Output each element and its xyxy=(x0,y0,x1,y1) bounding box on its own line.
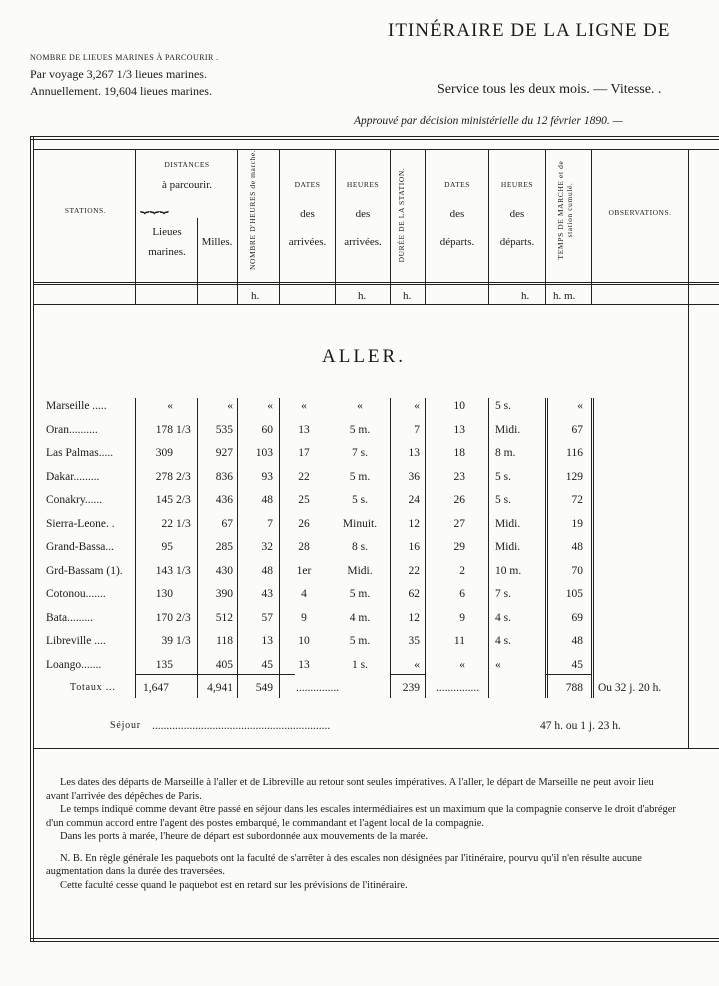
cell-date-departure: 13 xyxy=(453,423,465,436)
unit-hours: h. xyxy=(358,290,367,302)
cell-lieues-fraction: 2/3 xyxy=(176,494,191,506)
cell-date-departure: 9 xyxy=(459,611,465,624)
totals-duration: 239 xyxy=(402,682,420,694)
cell-hour-departure: 7 s. xyxy=(495,588,511,600)
notes-block xyxy=(46,776,676,892)
unit-hours-minutes: h. m. xyxy=(553,290,576,302)
cell-date-arrival: 9 xyxy=(301,611,307,624)
cell-date-arrival: 10 xyxy=(298,635,310,647)
header-dates-dep: DATES xyxy=(444,180,470,189)
table-row xyxy=(0,612,719,634)
col-line xyxy=(197,218,198,304)
cell-hours-march: 7 xyxy=(267,517,273,530)
cell-milles: 118 xyxy=(216,635,233,647)
cell-hours-march: 60 xyxy=(261,423,273,436)
cell-hours-march: 32 xyxy=(261,541,273,553)
cell-hour-arrival: 5 m. xyxy=(349,470,371,483)
cell-milles: 927 xyxy=(215,447,233,459)
cell-lieues: 95 xyxy=(161,541,173,553)
cell-milles: 405 xyxy=(215,658,233,671)
totals-row xyxy=(0,682,719,704)
header-distances: DISTANCES xyxy=(164,160,210,169)
cell-lieues-fraction: 2/3 xyxy=(176,470,191,483)
table-row xyxy=(0,494,719,516)
cell-cumulative: 105 xyxy=(565,588,583,600)
cell-hour-arrival: « xyxy=(357,400,363,412)
table-row xyxy=(0,518,719,540)
cell-date-departure: 26 xyxy=(453,494,465,506)
cell-milles: 836 xyxy=(215,470,233,483)
col-line xyxy=(335,149,336,304)
cell-lieues: 39 xyxy=(161,635,173,647)
cell-lieues-fraction: 1/3 xyxy=(176,517,191,530)
header-heures-arr-1: des xyxy=(355,208,371,220)
cell-milles: 430 xyxy=(215,564,233,577)
cell-cumulative: 67 xyxy=(571,423,583,436)
table-border-bottom xyxy=(30,938,719,942)
totals-cumulative: 788 xyxy=(565,682,583,694)
cell-cumulative: 116 xyxy=(566,447,583,459)
cell-milles: 390 xyxy=(215,588,233,600)
sejour-rule xyxy=(34,748,719,749)
header-observations: OBSERVATIONS. xyxy=(608,208,672,217)
cell-cumulative: 48 xyxy=(571,635,583,647)
header-dates-dep-1: des xyxy=(449,208,465,220)
cell-cumulative: 70 xyxy=(571,564,583,577)
cell-hours-march: 93 xyxy=(261,470,273,483)
cell-station: Loango....... xyxy=(46,658,102,671)
cell-lieues-fraction: 1/3 xyxy=(176,635,191,647)
header-rule-top xyxy=(34,149,719,150)
totals-lieues: 1,647 xyxy=(143,682,169,694)
cell-date-departure: « xyxy=(459,658,465,671)
cell-date-departure: 10 xyxy=(453,400,465,412)
cell-milles: 285 xyxy=(215,541,233,553)
cell-station-duration: 12 xyxy=(408,611,420,624)
cell-hour-departure: Midi. xyxy=(495,423,521,436)
header-distances-sub: à parcourir. xyxy=(161,179,213,191)
units-rule xyxy=(34,304,719,305)
cell-date-arrival: 1er xyxy=(296,564,312,577)
cell-lieues: 145 xyxy=(155,494,173,506)
cell-hour-arrival: 5 m. xyxy=(349,588,371,600)
header-stations: STATIONS. xyxy=(64,206,107,215)
header-dates-arr-1: des xyxy=(300,208,315,220)
cell-station: Sierra-Leone. . xyxy=(46,517,115,530)
cell-station-duration: 35 xyxy=(408,635,420,647)
cell-station-duration: 13 xyxy=(408,447,420,459)
cell-hour-departure: « xyxy=(495,658,501,671)
note-paragraph: Le temps indiqué comme devant être passé en séjour dans les escales intermédiaires est un maximum que la compagnie conserve le droit d'abréger d'un commun accord entre l'agent des postes embarqué, le commandant et l'agent local de la compagnie. xyxy=(46,804,676,829)
cell-cumulative: 129 xyxy=(565,470,583,483)
cell-hour-departure: 4 s. xyxy=(495,611,511,624)
table-row xyxy=(0,565,719,587)
cell-date-arrival: 26 xyxy=(298,517,310,530)
cell-date-arrival: 25 xyxy=(298,494,310,506)
cell-station: Dakar......... xyxy=(46,470,100,483)
brace: ⏟⏟⏟ xyxy=(140,196,169,213)
cell-station-duration: 12 xyxy=(408,517,420,530)
cell-station-duration: 24 xyxy=(408,494,420,506)
cell-station-duration: « xyxy=(414,658,420,671)
table-row xyxy=(0,400,719,422)
cell-cumulative: 45 xyxy=(571,658,583,671)
table-row xyxy=(0,471,719,493)
cell-cumulative: 69 xyxy=(571,611,583,624)
cell-date-arrival: 28 xyxy=(298,541,310,553)
col-line xyxy=(545,149,546,304)
cell-date-departure: 29 xyxy=(453,541,465,553)
cell-hour-arrival: Midi. xyxy=(347,564,373,577)
cell-station: Libreville .... xyxy=(46,635,106,647)
cell-cumulative: 72 xyxy=(571,494,583,506)
cell-hour-departure: Midi. xyxy=(495,541,521,553)
header-lieues: Lieues xyxy=(152,226,182,238)
cell-station-duration: 36 xyxy=(408,470,420,483)
col-line xyxy=(237,149,238,304)
cell-date-departure: 11 xyxy=(453,635,465,647)
cell-hour-departure: 10 m. xyxy=(495,564,522,577)
cell-date-departure: 2 xyxy=(459,564,465,577)
cell-milles: « xyxy=(227,400,233,412)
note-paragraph: Cette faculté cesse quand le paquebot est en retard sur les prévisions de l'itinéraire. xyxy=(60,879,408,891)
cell-hours-march: 13 xyxy=(261,635,273,647)
cell-cumulative: « xyxy=(577,400,583,412)
cell-hours-march: 45 xyxy=(261,658,273,671)
unit-hours: h. xyxy=(251,290,260,302)
cell-station-duration: 22 xyxy=(408,564,420,577)
cell-lieues: « xyxy=(167,400,173,412)
col-line xyxy=(390,149,391,304)
col-line xyxy=(488,149,489,304)
table-row xyxy=(0,447,719,469)
col-line xyxy=(425,149,426,304)
col-line xyxy=(135,149,136,304)
header-cumulative-time: TEMPS DE MARCHE et de station cumulé. xyxy=(556,160,574,260)
col-line xyxy=(279,149,280,304)
table-row xyxy=(0,541,719,563)
cell-date-departure: 27 xyxy=(453,517,465,530)
cell-date-arrival: « xyxy=(301,400,307,412)
cell-lieues: 22 xyxy=(161,517,173,530)
cell-hour-arrival: Minuit. xyxy=(342,517,378,530)
cell-milles: 67 xyxy=(221,517,233,530)
cell-lieues-fraction: 1/3 xyxy=(176,423,191,436)
sejour-row xyxy=(0,720,719,742)
header-milles: Milles. xyxy=(201,236,233,248)
table-border-top xyxy=(30,136,719,140)
cell-hour-departure: 4 s. xyxy=(495,635,511,647)
header-rule-bottom xyxy=(34,282,719,285)
cell-hour-departure: 5 s. xyxy=(495,494,511,506)
cell-station: Bata......... xyxy=(46,611,93,624)
cell-lieues: 178 xyxy=(155,423,173,436)
cell-station-duration: 16 xyxy=(408,541,420,553)
cell-hour-arrival: 4 m. xyxy=(349,611,371,624)
cell-hour-departure: 5 s. xyxy=(495,470,511,483)
cell-hours-march: 48 xyxy=(261,564,273,577)
cell-lieues-fraction: 1/3 xyxy=(176,564,191,577)
cell-hours-march: 48 xyxy=(261,494,273,506)
section-aller: ALLER. xyxy=(322,346,406,367)
page-title: ITINÉRAIRE DE LA LIGNE DE xyxy=(388,20,671,41)
cell-date-arrival: 22 xyxy=(298,470,310,483)
cell-station-duration: 7 xyxy=(414,423,420,436)
distance-per-voyage: Par voyage 3,267 1/3 lieues marines. xyxy=(30,67,207,81)
cell-lieues: 143 xyxy=(155,564,173,577)
cell-hour-arrival: 5 m. xyxy=(349,423,371,436)
note-paragraph: Dans les ports à marée, l'heure de départ est subordonnée aux mouvements de la marée. xyxy=(60,831,429,842)
header-hours-march: NOMBRE D'HEURES de marche. xyxy=(248,149,257,270)
table-row xyxy=(0,424,719,446)
cell-date-departure: 23 xyxy=(453,470,465,483)
distance-heading: NOMBRE DE LIEUES MARINES À PARCOURIR . xyxy=(30,53,219,62)
cell-hour-departure: 5 s. xyxy=(495,400,511,412)
unit-hours: h. xyxy=(521,290,530,302)
cell-lieues: 130 xyxy=(155,588,173,600)
cell-station-duration: « xyxy=(414,400,420,412)
cell-hours-march: 57 xyxy=(261,611,273,624)
cell-lieues: 309 xyxy=(155,447,173,459)
header-heures-arr-2: arrivées. xyxy=(344,236,382,248)
cell-station: Grand-Bassa... xyxy=(46,541,115,553)
header-heures-dep-2: départs. xyxy=(499,236,535,248)
cell-station-duration: 62 xyxy=(408,588,420,600)
totals-milles: 4,941 xyxy=(207,682,233,694)
header-station-duration: DURÉE DE LA STATION. xyxy=(397,167,406,263)
cell-hours-march: 103 xyxy=(255,447,273,459)
totals-label: Totaux ... xyxy=(70,682,116,693)
totals-hours: 549 xyxy=(255,682,273,694)
sejour-value: 47 h. ou 1 j. 23 h. xyxy=(540,720,621,732)
service-frequency: Service tous les deux mois. — Vitesse. . xyxy=(437,82,662,97)
cell-lieues: 170 xyxy=(155,611,173,624)
header-heures-arr: HEURES xyxy=(346,180,380,189)
distance-annual: Annuellement. 19,604 lieues marines. xyxy=(30,84,212,98)
cell-date-arrival: 4 xyxy=(301,588,307,600)
cell-date-arrival: 13 xyxy=(298,658,310,671)
table-row xyxy=(0,588,719,610)
note-paragraph: N. B. En règle générale les paquebots ont la faculté de s'arrêter à des escales non désignées par l'itinéraire, pourvu qu'il n'en résulte aucune augmentation dans la durée des traversées. xyxy=(46,852,642,877)
totals-observation: Ou 32 j. 20 h. xyxy=(598,682,662,694)
totals-dots: ............... xyxy=(296,682,340,694)
cell-hour-arrival: 1 s. xyxy=(352,658,368,671)
approval-note: Approuvé par décision ministérielle du 12 février 1890. — xyxy=(354,115,623,127)
cell-date-departure: 18 xyxy=(453,447,465,459)
cell-date-arrival: 13 xyxy=(298,423,310,436)
cell-station: Grd-Bassam (1). xyxy=(46,564,123,577)
cell-lieues-fraction: 2/3 xyxy=(176,611,191,624)
cell-station: Marseille ..... xyxy=(46,400,107,412)
cell-station: Las Palmas..... xyxy=(46,447,114,459)
sejour-label: Séjour xyxy=(110,720,141,731)
totals-dots: ............... xyxy=(436,682,480,694)
cell-date-departure: 6 xyxy=(459,588,465,600)
cell-hour-arrival: 7 s. xyxy=(352,447,368,459)
header-lieues-sub: marines. xyxy=(148,246,186,258)
cell-cumulative: 48 xyxy=(571,541,583,553)
cell-lieues: 278 xyxy=(155,470,173,483)
cell-hour-arrival: 5 m. xyxy=(349,635,371,647)
table-row xyxy=(0,635,719,657)
cell-hour-arrival: 5 s. xyxy=(352,494,368,506)
note-paragraph: Les dates des départs de Marseille à l'aller et de Libreville au retour sont seules impératives. A l'aller, le départ de Marseille ne peut avoir lieu avant l'arrivée des dépêches de Paris. xyxy=(46,777,654,802)
cell-hour-departure: 8 m. xyxy=(495,447,516,459)
header-heures-dep-1: des xyxy=(509,208,525,220)
header-heures-dep: HEURES xyxy=(500,180,534,189)
cell-milles: 512 xyxy=(215,611,233,624)
cell-date-arrival: 17 xyxy=(298,447,310,459)
cell-hours-march: « xyxy=(267,400,273,412)
unit-hours: h. xyxy=(403,290,412,302)
header-dates-dep-2: départs. xyxy=(439,236,475,248)
cell-hour-departure: Midi. xyxy=(495,517,521,530)
header-dates-arr-2: arrivées. xyxy=(288,236,327,248)
header-dates-arr: DATES xyxy=(294,180,321,189)
cell-station: Oran.......... xyxy=(46,423,98,436)
col-line xyxy=(591,149,592,304)
cell-station: Cotonou....... xyxy=(46,588,106,600)
cell-cumulative: 19 xyxy=(571,517,583,530)
cell-milles: 535 xyxy=(215,423,233,436)
sejour-dots: .............................................................. xyxy=(152,720,331,732)
cell-lieues: 135 xyxy=(155,658,173,671)
cell-milles: 436 xyxy=(215,494,233,506)
cell-station: Conakry...... xyxy=(46,494,103,506)
table-row xyxy=(0,659,719,681)
cell-hour-arrival: 8 s. xyxy=(352,541,368,553)
cell-hours-march: 43 xyxy=(261,588,273,600)
